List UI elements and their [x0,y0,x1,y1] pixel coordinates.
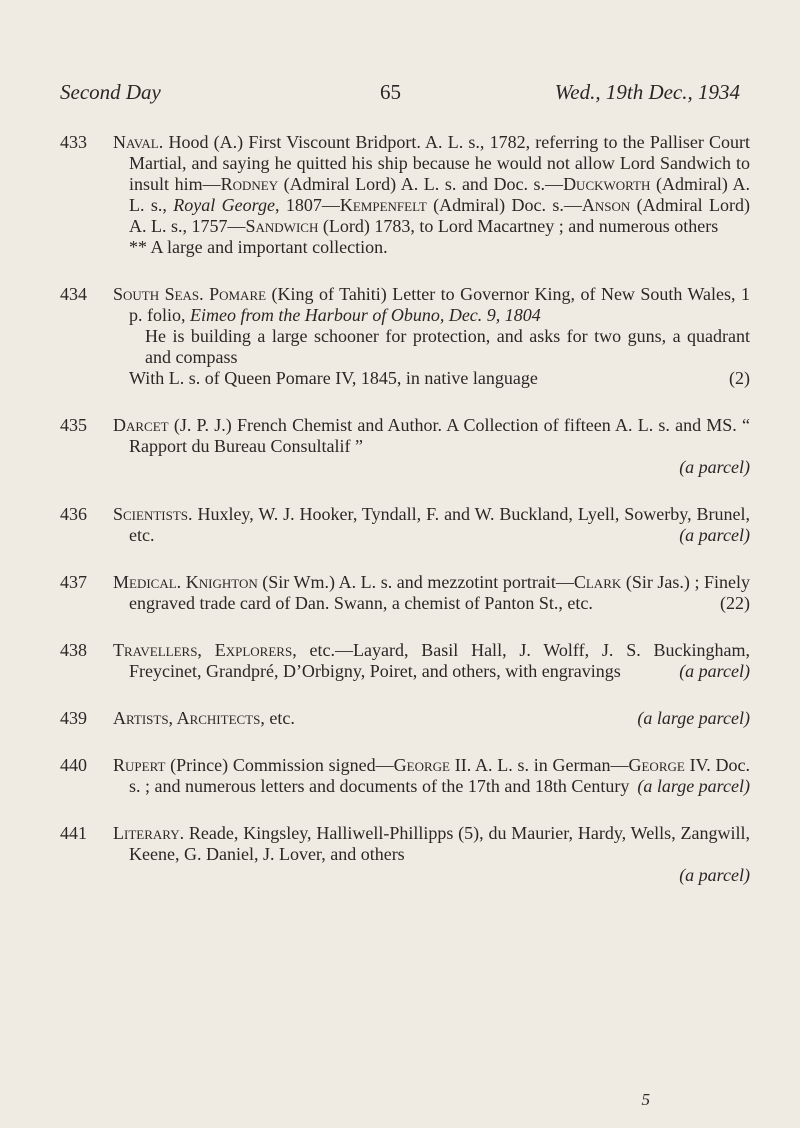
lot-number: 434 [60,284,87,304]
lot-433 [60,132,750,258]
lot-category: Literary. [113,823,185,843]
lot-441 [60,823,750,886]
lot-text: With L. s. of Queen Pomare IV, 1845, in native language [129,368,538,388]
lot-category: South Seas. [113,284,204,304]
lot-description [113,755,750,797]
lot-437 [60,572,750,614]
lot-name: Clark [573,572,622,592]
lot-category: Artists, Architects, [113,708,265,728]
lot-text: etc.—Layard, Basil Hall, J. Wolff, J. S. Buckingham, Freycinet, Grandpré, D’Orbigny, Poiret, and others, with engravings [129,640,750,681]
lot-name: George II. [393,755,472,775]
lot-text: (Lord) 1783, to Lord Macartney ; and numerous others [318,216,719,236]
lot-438 [60,640,750,682]
lot-description [113,640,750,682]
lot-tag: (a parcel) [679,525,750,545]
lot-434 [60,284,750,389]
lot-tag-line [129,457,750,478]
lot-tag-line [129,865,750,886]
lot-name: Rupert [113,755,166,775]
lot-text: Doc. s. ; and numerous letters and documents of the 17th and 18th Century [129,755,750,796]
lot-description [113,708,750,729]
lot-name: Sandwich [245,216,319,236]
lot-text: Reade, Kingsley, Halliwell-Phillipps (5), du Maurier, Hardy, Wells, Zangwill, Keene, G. Daniel, J. Lover, and others [129,823,750,864]
lot-text: (J. P. J.) French Chemist and Author. A Collection of fifteen A. L. s. and MS. “ Rapport du Bureau Consultalif ” [129,415,750,456]
signature-mark: 5 [641,1090,650,1109]
lot-description [113,284,750,389]
lot-category: Medical. [113,572,182,592]
lot-number: 440 [60,755,87,775]
lot-440 [60,755,750,797]
lot-description [113,132,750,258]
lot-text: (King of Tahiti) Letter to Governor King, of New South Wales, 1 p. folio, [129,284,750,325]
lot-tag: (a large parcel) [637,776,750,796]
lot-text: (Sir Jas.) ; Finely engraved trade card of Dan. Swann, a chemist of Panton St., etc. [129,572,751,613]
lot-description [113,504,750,546]
lot-quantity: (22) [720,593,750,613]
lot-note: ** A large and important collection. [129,237,388,257]
lot-detail-line: He is building a large schooner for protection, and asks for two guns, a quadrant and compass [145,326,750,367]
lot-category: Naval. [113,132,164,152]
lot-text: (Sir Wm.) A. L. s. and mezzotint portrait— [257,572,574,592]
page-header [60,80,740,112]
lot-category: Scientists. [113,504,193,524]
lot-number: 436 [60,504,87,524]
lot-text: (Prince) Commission signed— [165,755,394,775]
lot-number: 433 [60,132,87,152]
lot-number: 435 [60,415,87,435]
lot-name: Rodney [220,174,279,194]
lot-name: Duckworth [563,174,651,194]
lot-text: A. L. s. in German— [471,755,629,775]
lot-text: Huxley, W. J. Hooker, Tyndall, F. and W. Buckland, Lyell, Sowerby, Brunel, etc. [129,504,750,545]
header-page-number: 65 [380,80,401,104]
header-sale-day: Second Day [60,80,161,104]
lot-439 [60,708,750,729]
lot-text: (Admiral Lord) A. L. s., 1757— [129,195,751,236]
lot-number: 438 [60,640,87,660]
lot-tag: (a large parcel) [637,708,750,728]
lot-number: 439 [60,708,87,728]
lot-description [113,415,750,478]
lot-436 [60,504,750,546]
lot-number: 441 [60,823,87,843]
lot-text: Hood (A.) First Viscount Bridport. A. L. s., 1782, referring to the Palliser Court Martial, and saying he quitted his ship because he would not allow Lord Sandwich to insult him— [129,132,751,194]
lot-text: (Admiral) A. L. s., [129,174,751,215]
lot-text: etc. [264,708,295,728]
lot-quantity: (2) [729,368,750,388]
lot-tag: (a parcel) [679,457,750,477]
lot-detail-line [129,368,750,389]
lot-description [113,572,750,614]
lot-435 [60,415,750,478]
lot-name: Kempenfelt [339,195,427,215]
lot-description [113,823,750,886]
lot-text: (Admiral Lord) A. L. s. and Doc. s.— [278,174,564,194]
lot-name: Knighton [185,572,258,592]
lot-list [60,132,750,912]
lot-tag: (a parcel) [679,865,750,885]
lot-name: Darcet [113,415,169,435]
lot-italic: Eimeo from the Harbour of Obuno, Dec. 9, 1804 [190,305,541,325]
lot-name: Anson [581,195,631,215]
lot-tag: (a parcel) [679,661,750,681]
lot-text: (Admiral) Doc. s.— [426,195,582,215]
lot-italic: Royal George [173,195,275,215]
lot-category: Travellers, Explorers, [113,640,297,660]
lot-name: George IV. [628,755,711,775]
header-date: Wed., 19th Dec., 1934 [554,80,740,104]
lot-name: Pomare [209,284,267,304]
lot-text: , 1807— [274,195,340,215]
lot-number: 437 [60,572,87,592]
